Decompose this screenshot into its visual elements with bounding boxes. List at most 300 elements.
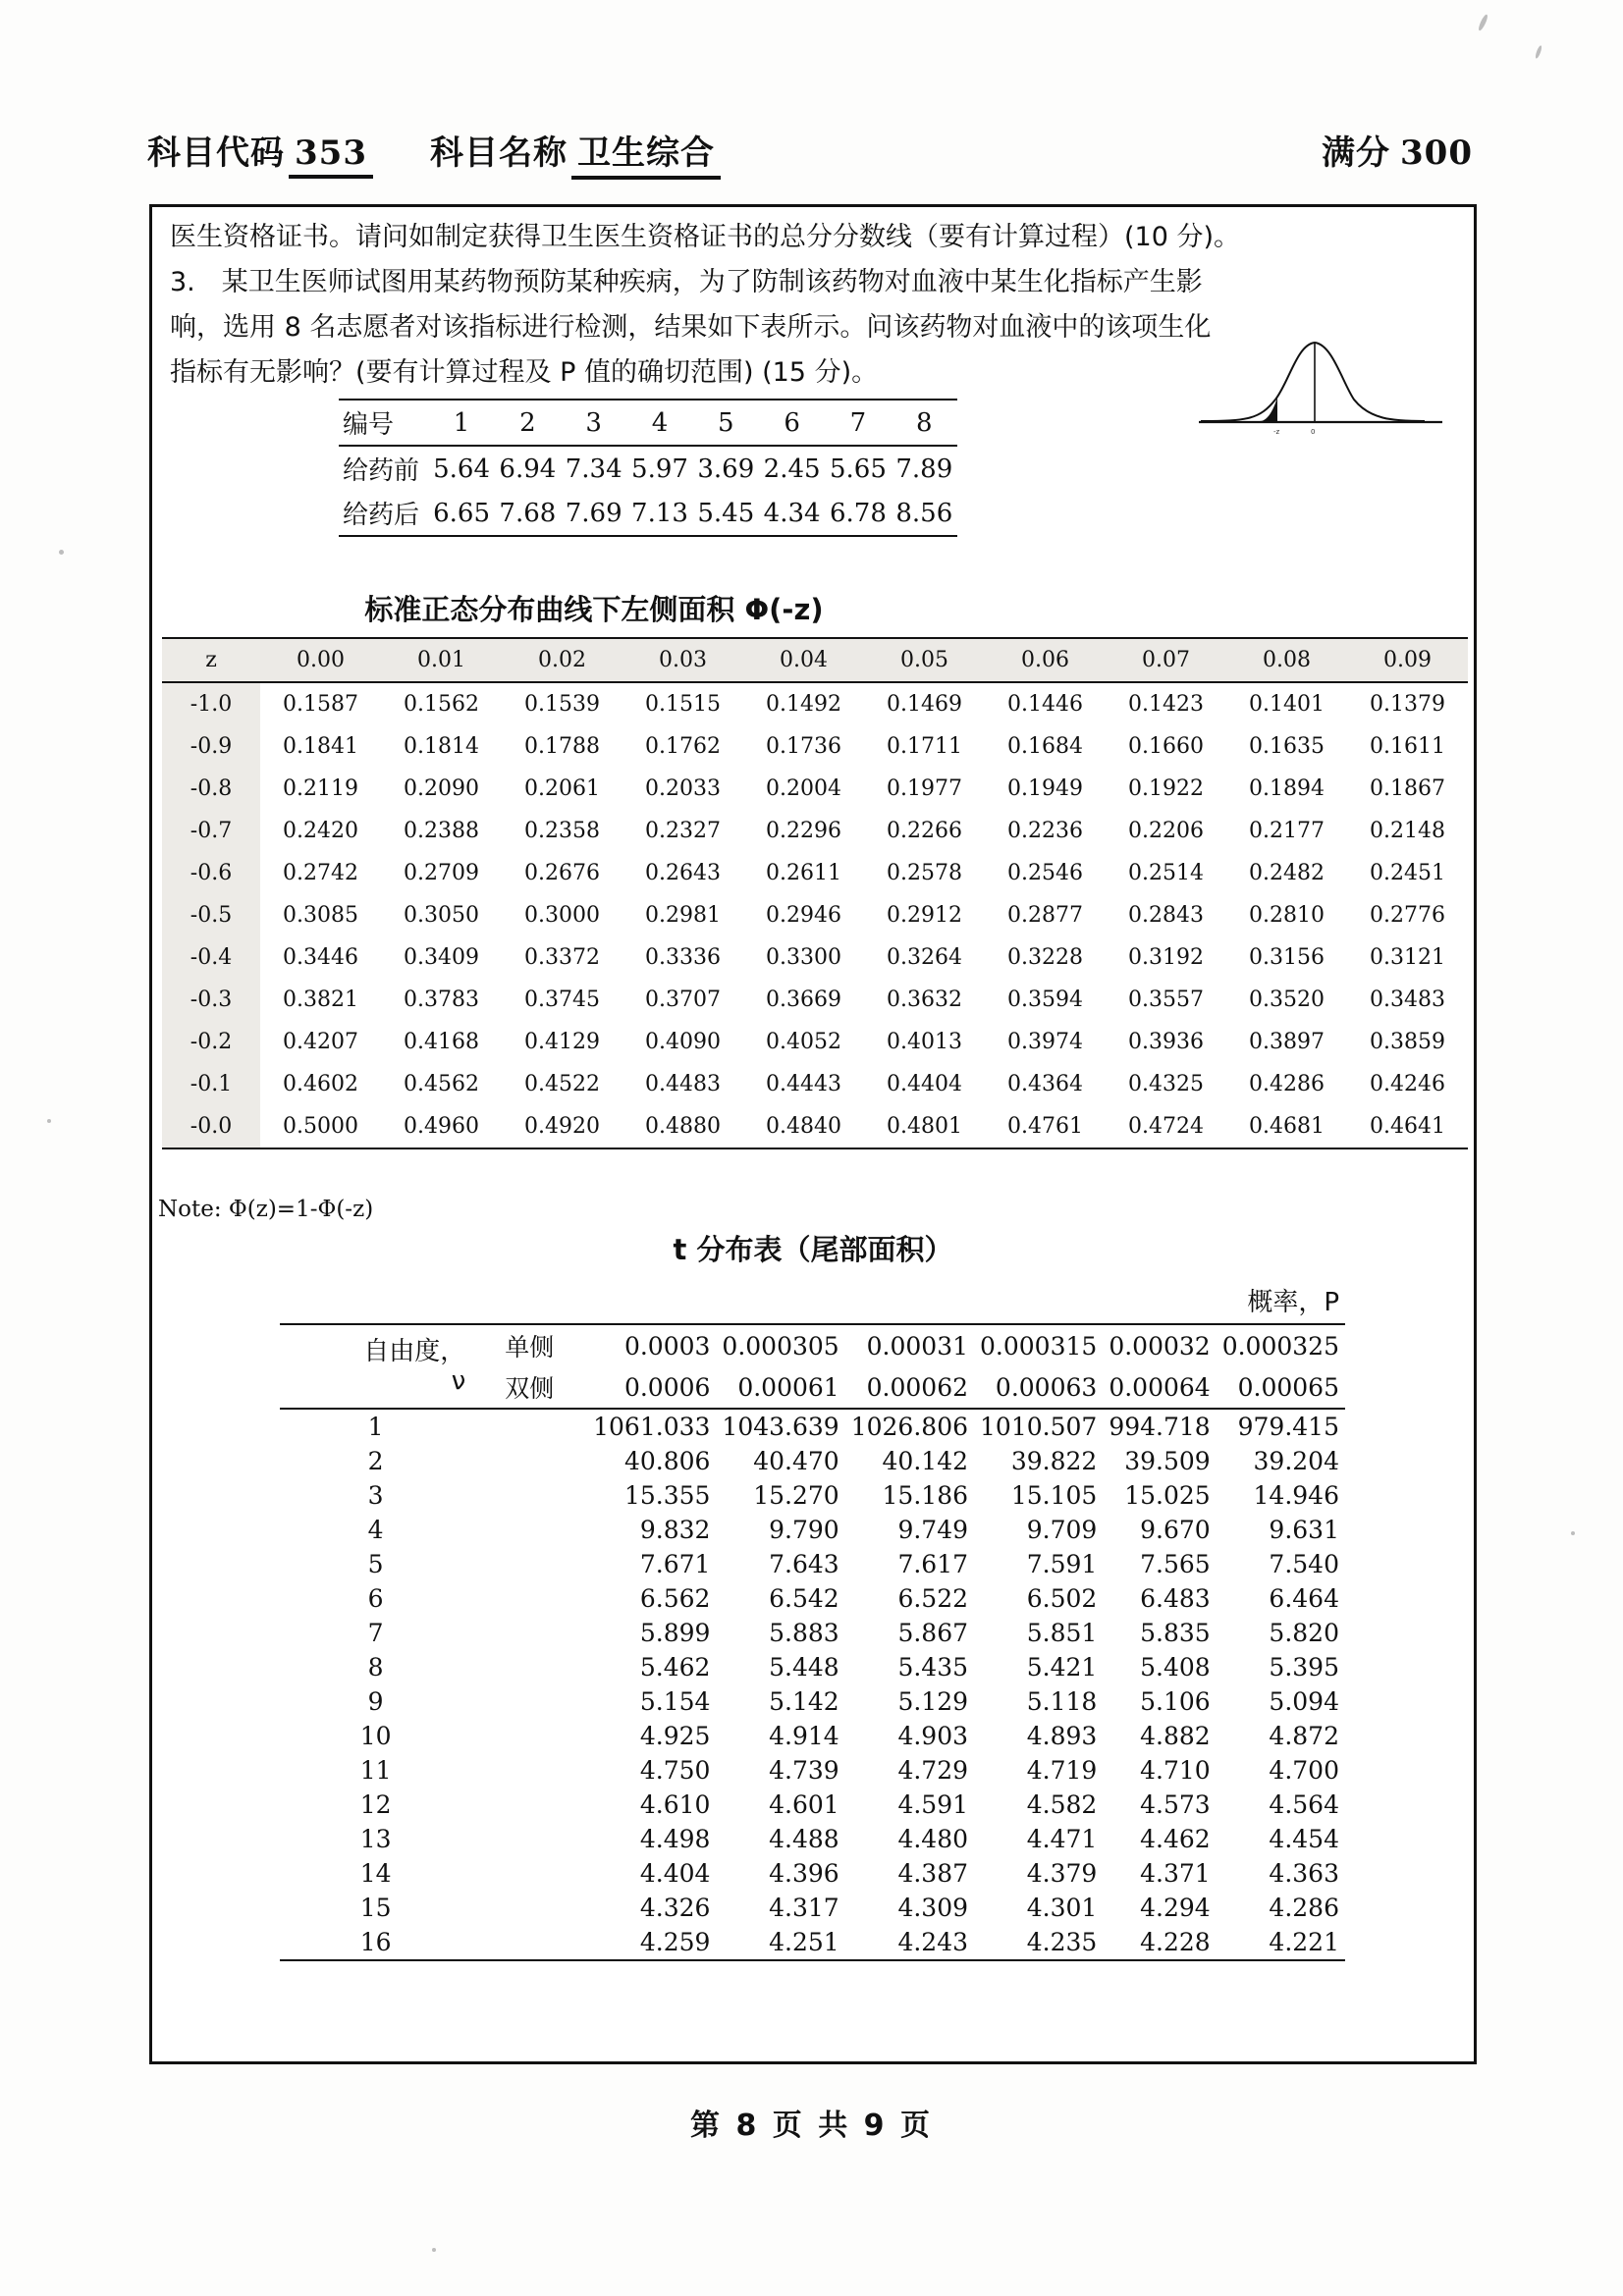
t-row-df: 15 <box>359 1894 392 1922</box>
sample-data-table-head <box>339 400 957 446</box>
normal-cell: 0.4168 <box>404 1030 479 1054</box>
t-one-sided-1: 0.000305 <box>722 1331 839 1361</box>
t-cell: 4.882 <box>1140 1722 1211 1750</box>
normal-cell: 0.2742 <box>283 861 358 885</box>
subject-name-label: 科目名称 <box>429 133 568 173</box>
table-row <box>162 638 1468 682</box>
normal-cell: 0.4443 <box>766 1072 841 1096</box>
table-row <box>162 1105 1468 1148</box>
full-score-label: 满分 <box>1322 133 1391 173</box>
normal-col-9: 0.09 <box>1383 648 1432 672</box>
normal-cell: 0.3085 <box>283 903 358 928</box>
normal-cell: 0.3192 <box>1128 945 1204 970</box>
t-row-spacer <box>471 1684 587 1719</box>
normal-col-1: 0.01 <box>417 648 465 672</box>
before-v3: 7.34 <box>565 454 622 484</box>
table-row <box>280 1753 1345 1788</box>
table-row <box>162 682 1468 725</box>
normal-cell: 0.4325 <box>1128 1072 1204 1096</box>
normal-row-z: -0.4 <box>162 936 260 979</box>
t-cell: 4.326 <box>639 1894 711 1922</box>
t-cell: 4.710 <box>1140 1756 1211 1785</box>
t-cell: 979.415 <box>1237 1413 1339 1441</box>
normal-cell: 0.2148 <box>1370 819 1445 843</box>
normal-cell: 0.4522 <box>524 1072 600 1096</box>
t-cell: 4.729 <box>897 1756 969 1785</box>
normal-cell: 0.3745 <box>524 988 600 1012</box>
normal-cell: 0.2266 <box>887 819 962 843</box>
table-row <box>162 725 1468 768</box>
table-row <box>280 1856 1345 1891</box>
t-cell: 4.610 <box>639 1790 711 1819</box>
normal-row-z: -0.6 <box>162 852 260 894</box>
normal-cell: 0.4641 <box>1370 1114 1445 1139</box>
table-row <box>280 1513 1345 1547</box>
t-cell: 4.601 <box>769 1790 839 1819</box>
t-row-spacer <box>471 1616 587 1650</box>
sample-id-8: 8 <box>916 407 933 438</box>
after-v7: 6.78 <box>829 498 887 528</box>
content-frame <box>149 204 1477 2064</box>
t-cell: 39.822 <box>1010 1447 1098 1475</box>
t-cell: 4.387 <box>897 1859 969 1888</box>
subject-code-value: 353 <box>289 133 373 179</box>
normal-cell: 0.4013 <box>887 1030 962 1054</box>
t-cell: 1010.507 <box>980 1413 1098 1441</box>
t-cell: 15.270 <box>753 1481 839 1510</box>
t-cell: 39.509 <box>1124 1447 1211 1475</box>
normal-row-z: -0.9 <box>162 725 260 768</box>
question-3-line-2: 响，选用 8 名志愿者对该指标进行检测，结果如下表所示。问该药物对血液中的该项生化 <box>170 312 1212 343</box>
t-table-head <box>280 1279 1345 1409</box>
table-row <box>280 1444 1345 1478</box>
normal-col-4: 0.04 <box>780 648 828 672</box>
normal-cell: 0.4602 <box>283 1072 358 1096</box>
t-cell: 4.259 <box>639 1928 711 1956</box>
t-row-spacer <box>471 1856 587 1891</box>
t-cell: 4.286 <box>1269 1894 1339 1922</box>
subject-code-label: 科目代码 <box>147 133 285 173</box>
t-cell: 4.243 <box>897 1928 969 1956</box>
normal-cell: 0.2061 <box>524 776 600 801</box>
t-cell: 7.671 <box>639 1550 711 1578</box>
t-cell: 9.790 <box>769 1516 839 1544</box>
normal-cell: 0.1660 <box>1128 734 1204 759</box>
before-v5: 3.69 <box>697 454 755 484</box>
normal-table-title: 标准正态分布曲线下左侧面积 Φ(-z) <box>364 593 824 626</box>
table-row <box>280 1581 1345 1616</box>
normal-cell: 0.1469 <box>887 692 962 717</box>
normal-cell: 0.1611 <box>1370 734 1445 759</box>
t-cell: 9.749 <box>897 1516 969 1544</box>
normal-cell: 0.3121 <box>1370 945 1445 970</box>
normal-cell: 0.3974 <box>1007 1030 1083 1054</box>
normal-table-head <box>162 638 1468 682</box>
t-cell: 4.371 <box>1140 1859 1211 1888</box>
sample-id-4: 4 <box>651 407 669 438</box>
table-row <box>339 491 957 536</box>
t-cell: 994.718 <box>1109 1413 1211 1441</box>
t-cell: 5.435 <box>897 1653 969 1682</box>
t-cell: 4.700 <box>1269 1756 1339 1785</box>
sample-data-table <box>339 399 957 537</box>
normal-cell: 0.3707 <box>645 988 721 1012</box>
sample-id-5: 5 <box>718 407 734 438</box>
normal-cell: 0.2514 <box>1128 861 1204 885</box>
t-cell: 4.294 <box>1140 1894 1211 1922</box>
scan-speck <box>1571 1531 1575 1535</box>
after-v2: 7.68 <box>499 498 557 528</box>
t-distribution-table-wrap <box>280 1279 1345 1961</box>
t-cell: 4.379 <box>1026 1859 1098 1888</box>
t-cell: 9.631 <box>1269 1516 1339 1544</box>
normal-row-z: -0.0 <box>162 1105 260 1148</box>
normal-cell: 0.3336 <box>645 945 721 970</box>
t-cell: 4.471 <box>1026 1825 1098 1853</box>
t-cell: 4.498 <box>639 1825 711 1853</box>
t-row-df: 6 <box>367 1584 384 1613</box>
t-cell: 9.832 <box>639 1516 711 1544</box>
sample-id-1: 1 <box>453 407 470 438</box>
normal-cell: 0.4920 <box>524 1114 600 1139</box>
table-row <box>162 979 1468 1021</box>
t-cell: 4.221 <box>1269 1928 1339 1956</box>
t-row-spacer <box>471 1753 587 1788</box>
normal-cell: 0.2776 <box>1370 903 1445 928</box>
t-row-spacer <box>471 1478 587 1513</box>
t-cell: 14.946 <box>1253 1481 1339 1510</box>
t-cell: 4.488 <box>769 1825 839 1853</box>
normal-cell: 0.1492 <box>766 692 841 717</box>
normal-cell: 0.1587 <box>283 692 358 717</box>
normal-cell: 0.1401 <box>1249 692 1325 717</box>
t-row-spacer <box>471 1822 587 1856</box>
normal-cell: 0.4840 <box>766 1114 841 1139</box>
normal-cell: 0.1788 <box>524 734 600 759</box>
normal-cell: 0.3409 <box>404 945 479 970</box>
t-row-df: 3 <box>367 1481 384 1510</box>
t-row-df: 4 <box>367 1516 384 1544</box>
t-cell: 5.462 <box>639 1653 711 1682</box>
t-cell: 4.309 <box>897 1894 969 1922</box>
row-label-before: 给药前 <box>343 456 420 486</box>
normal-cell: 0.4761 <box>1007 1114 1083 1139</box>
t-cell: 4.462 <box>1140 1825 1211 1853</box>
normal-cell: 0.3156 <box>1249 945 1325 970</box>
t-cell: 6.562 <box>639 1584 711 1613</box>
t-cell: 6.522 <box>897 1584 969 1613</box>
t-row-spacer <box>471 1891 587 1925</box>
question-3-line-3: 指标有无影响？(要有计算过程及 P 值的确切范围) (15 分)。 <box>170 357 879 388</box>
normal-cell: 0.2611 <box>766 861 841 885</box>
normal-cell: 0.2358 <box>524 819 600 843</box>
t-row-spacer <box>471 1925 587 1960</box>
t-table-title: t 分布表（尾部面积） <box>673 1233 953 1266</box>
t-cell: 6.483 <box>1140 1584 1211 1613</box>
t-row-spacer <box>471 1547 587 1581</box>
t-cell: 4.396 <box>769 1859 839 1888</box>
t-cell: 4.228 <box>1140 1928 1211 1956</box>
t-cell: 5.883 <box>769 1619 839 1647</box>
t-cell: 5.106 <box>1140 1687 1211 1716</box>
normal-cell: 0.4246 <box>1370 1072 1445 1096</box>
normal-curve-figure-icon <box>1199 335 1444 443</box>
normal-cell: 0.1814 <box>404 734 479 759</box>
t-cell: 7.565 <box>1140 1550 1211 1578</box>
t-cell: 7.643 <box>769 1550 839 1578</box>
normal-cell: 0.3632 <box>887 988 962 1012</box>
table-row <box>280 1719 1345 1753</box>
t-cell: 5.421 <box>1026 1653 1098 1682</box>
table-row <box>280 1788 1345 1822</box>
normal-cell: 0.4286 <box>1249 1072 1325 1096</box>
normal-cell: 0.3483 <box>1370 988 1445 1012</box>
t-cell: 4.573 <box>1140 1790 1211 1819</box>
normal-cell: 0.3446 <box>283 945 358 970</box>
t-row-df: 14 <box>359 1859 392 1888</box>
t-two-sided-1: 0.00061 <box>737 1372 839 1402</box>
normal-cell: 0.1762 <box>645 734 721 759</box>
t-cell: 1043.639 <box>722 1413 839 1441</box>
t-cell: 4.739 <box>769 1756 839 1785</box>
t-distribution-table <box>280 1279 1345 1961</box>
t-cell: 15.025 <box>1124 1481 1211 1510</box>
t-row-df: 11 <box>359 1756 392 1785</box>
normal-col-z: z <box>162 638 260 682</box>
normal-cell: 0.2090 <box>404 776 479 801</box>
t-cell: 4.363 <box>1269 1859 1339 1888</box>
after-v5: 5.45 <box>697 498 755 528</box>
normal-cell: 0.2420 <box>283 819 358 843</box>
carryover-line: 医生资格证书。请问如制定获得卫生医生资格证书的总分分数线（要有计算过程）(10 分)。 <box>170 222 1241 252</box>
table-row <box>280 1616 1345 1650</box>
normal-cell: 0.2912 <box>887 903 962 928</box>
t-cell: 4.301 <box>1026 1894 1098 1922</box>
t-row-df: 7 <box>367 1619 384 1647</box>
normal-cell: 0.1562 <box>404 692 479 717</box>
normal-table-note: Note: Φ(z)=1-Φ(-z) <box>158 1197 374 1222</box>
full-score-group <box>1322 126 1483 175</box>
t-cell: 4.480 <box>897 1825 969 1853</box>
document-header <box>147 126 1483 180</box>
t-row-df: 8 <box>367 1653 384 1682</box>
table-row <box>280 1279 1345 1321</box>
t-cell: 5.448 <box>769 1653 839 1682</box>
scan-speck <box>1477 14 1488 31</box>
table-row <box>280 1478 1345 1513</box>
table-row <box>162 810 1468 852</box>
normal-cell: 0.4960 <box>404 1114 479 1139</box>
scan-speck <box>47 1119 51 1123</box>
after-v4: 7.13 <box>631 498 688 528</box>
normal-cell: 0.1949 <box>1007 776 1083 801</box>
normal-cell: 0.2810 <box>1249 903 1325 928</box>
t-table-body <box>280 1409 1345 1960</box>
t-row-df: 16 <box>359 1928 392 1956</box>
t-two-sided-2: 0.00062 <box>866 1372 969 1402</box>
normal-cell: 0.4880 <box>645 1114 721 1139</box>
table-row <box>280 1547 1345 1581</box>
normal-row-z: -0.8 <box>162 768 260 810</box>
before-v7: 5.65 <box>829 454 887 484</box>
normal-cell: 0.4724 <box>1128 1114 1204 1139</box>
t-cell: 1026.806 <box>850 1413 969 1441</box>
normal-cell: 0.2482 <box>1249 861 1325 885</box>
normal-cell: 0.1684 <box>1007 734 1083 759</box>
t-cell: 5.154 <box>639 1687 711 1716</box>
t-cell: 4.750 <box>639 1756 711 1785</box>
t-cell: 5.408 <box>1140 1653 1211 1682</box>
normal-cell: 0.3897 <box>1249 1030 1325 1054</box>
t-cell: 4.872 <box>1269 1722 1339 1750</box>
t-two-sided-5: 0.00065 <box>1237 1372 1339 1402</box>
normal-cell: 0.4090 <box>645 1030 721 1054</box>
t-cell: 7.591 <box>1026 1550 1098 1578</box>
t-cell: 15.186 <box>882 1481 969 1510</box>
after-v3: 7.69 <box>565 498 622 528</box>
normal-cell: 0.1515 <box>645 692 721 717</box>
normal-cell: 0.2296 <box>766 819 841 843</box>
normal-col-6: 0.06 <box>1021 648 1069 672</box>
t-cell: 4.903 <box>897 1722 969 1750</box>
normal-cell: 0.1379 <box>1370 692 1445 717</box>
normal-cell: 0.2033 <box>645 776 721 801</box>
svg-text:0: 0 <box>1311 428 1316 436</box>
table-row <box>280 1409 1345 1444</box>
t-prob-label: 概率，P <box>1247 1288 1339 1317</box>
normal-cell: 0.1922 <box>1128 776 1204 801</box>
t-cell: 9.670 <box>1140 1516 1211 1544</box>
t-row-df: 5 <box>367 1550 384 1578</box>
normal-cell: 0.4681 <box>1249 1114 1325 1139</box>
normal-cell: 0.2643 <box>645 861 721 885</box>
normal-cell: 0.1635 <box>1249 734 1325 759</box>
normal-cell: 0.4364 <box>1007 1072 1083 1096</box>
normal-cell: 0.2177 <box>1249 819 1325 843</box>
t-cell: 6.502 <box>1026 1584 1098 1613</box>
normal-col-7: 0.07 <box>1142 648 1190 672</box>
normal-cell: 0.3936 <box>1128 1030 1204 1054</box>
t-row-spacer <box>471 1581 587 1616</box>
scan-speck <box>1535 45 1543 60</box>
normal-cell: 0.2546 <box>1007 861 1083 885</box>
normal-cell: 0.4129 <box>524 1030 600 1054</box>
t-cell: 39.204 <box>1253 1447 1339 1475</box>
normal-cell: 0.3594 <box>1007 988 1083 1012</box>
normal-cell: 0.2119 <box>283 776 358 801</box>
normal-cell: 0.2236 <box>1007 819 1083 843</box>
t-head-blank-1 <box>280 1279 471 1321</box>
t-cell: 4.235 <box>1026 1928 1098 1956</box>
normal-row-z: -0.5 <box>162 894 260 936</box>
t-cell: 4.893 <box>1026 1722 1098 1750</box>
t-cell: 15.355 <box>623 1481 711 1510</box>
normal-cell: 0.1446 <box>1007 692 1083 717</box>
normal-cell: 0.4404 <box>887 1072 962 1096</box>
normal-cell: 0.2946 <box>766 903 841 928</box>
t-cell: 5.118 <box>1026 1687 1098 1716</box>
t-one-sided-2: 0.00031 <box>866 1331 969 1361</box>
normal-row-z: -0.2 <box>162 1021 260 1063</box>
t-two-sided-0: 0.0006 <box>623 1372 711 1402</box>
t-row-df: 10 <box>359 1722 392 1750</box>
sample-id-2: 2 <box>519 407 536 438</box>
t-cell: 4.582 <box>1026 1790 1098 1819</box>
t-one-sided-3: 0.000315 <box>980 1331 1098 1361</box>
table-row <box>280 1822 1345 1856</box>
normal-row-z: -0.3 <box>162 979 260 1021</box>
t-cell: 4.914 <box>769 1722 839 1750</box>
t-row-df: 12 <box>359 1790 392 1819</box>
t-cell: 4.317 <box>769 1894 839 1922</box>
t-cell: 15.105 <box>1010 1481 1098 1510</box>
t-df-label-line1: 自由度， <box>363 1337 466 1366</box>
sample-data-table-body <box>339 446 957 536</box>
scan-speck <box>432 2248 436 2252</box>
t-cell: 9.709 <box>1026 1516 1098 1544</box>
normal-cell: 0.3372 <box>524 945 600 970</box>
t-cell: 40.142 <box>882 1447 969 1475</box>
normal-cell: 0.4562 <box>404 1072 479 1096</box>
t-cell: 5.395 <box>1269 1653 1339 1682</box>
normal-cell: 0.4483 <box>645 1072 721 1096</box>
before-v8: 7.89 <box>895 454 953 484</box>
table-row <box>162 1063 1468 1105</box>
normal-cell: 0.2981 <box>645 903 721 928</box>
t-row-spacer <box>471 1444 587 1478</box>
svg-text:-z: -z <box>1273 428 1280 436</box>
t-row-spacer <box>471 1513 587 1547</box>
normal-cell: 0.4052 <box>766 1030 841 1054</box>
question-3-line-1: 3. 某卫生医师试图用某药物预防某种疾病，为了防制该药物对血液中某生化指标产生影 <box>170 267 1203 297</box>
normal-row-z: -0.1 <box>162 1063 260 1105</box>
t-cell: 40.806 <box>623 1447 711 1475</box>
table-row <box>162 936 1468 979</box>
normal-cell: 0.1977 <box>887 776 962 801</box>
t-row-df: 2 <box>367 1447 384 1475</box>
normal-cell: 0.5000 <box>283 1114 358 1139</box>
normal-table-body <box>162 682 1468 1148</box>
normal-col-2: 0.02 <box>538 648 586 672</box>
table-row <box>162 1021 1468 1063</box>
t-df-label <box>280 1324 471 1409</box>
t-cell: 5.820 <box>1269 1619 1339 1647</box>
normal-cell: 0.1736 <box>766 734 841 759</box>
normal-cell: 0.4801 <box>887 1114 962 1139</box>
normal-cell: 0.2709 <box>404 861 479 885</box>
normal-cell: 0.3669 <box>766 988 841 1012</box>
t-cell: 1061.033 <box>593 1413 711 1441</box>
t-row-spacer <box>471 1409 587 1444</box>
t-row-df: 9 <box>367 1687 384 1716</box>
after-v1: 6.65 <box>433 498 490 528</box>
full-score-value: 300 <box>1400 133 1473 173</box>
normal-col-8: 0.08 <box>1263 648 1311 672</box>
after-v8: 8.56 <box>895 498 953 528</box>
normal-cell: 0.3520 <box>1249 988 1325 1012</box>
normal-cell: 0.3300 <box>766 945 841 970</box>
normal-cell: 0.1867 <box>1370 776 1445 801</box>
t-row-spacer <box>471 1650 587 1684</box>
normal-cell: 0.3859 <box>1370 1030 1445 1054</box>
normal-cell: 0.2388 <box>404 819 479 843</box>
t-cell: 4.591 <box>897 1790 969 1819</box>
table-row <box>162 852 1468 894</box>
table-row <box>162 894 1468 936</box>
normal-cell: 0.2327 <box>645 819 721 843</box>
normal-col-0: 0.00 <box>297 648 345 672</box>
normal-cell: 0.2451 <box>1370 861 1445 885</box>
